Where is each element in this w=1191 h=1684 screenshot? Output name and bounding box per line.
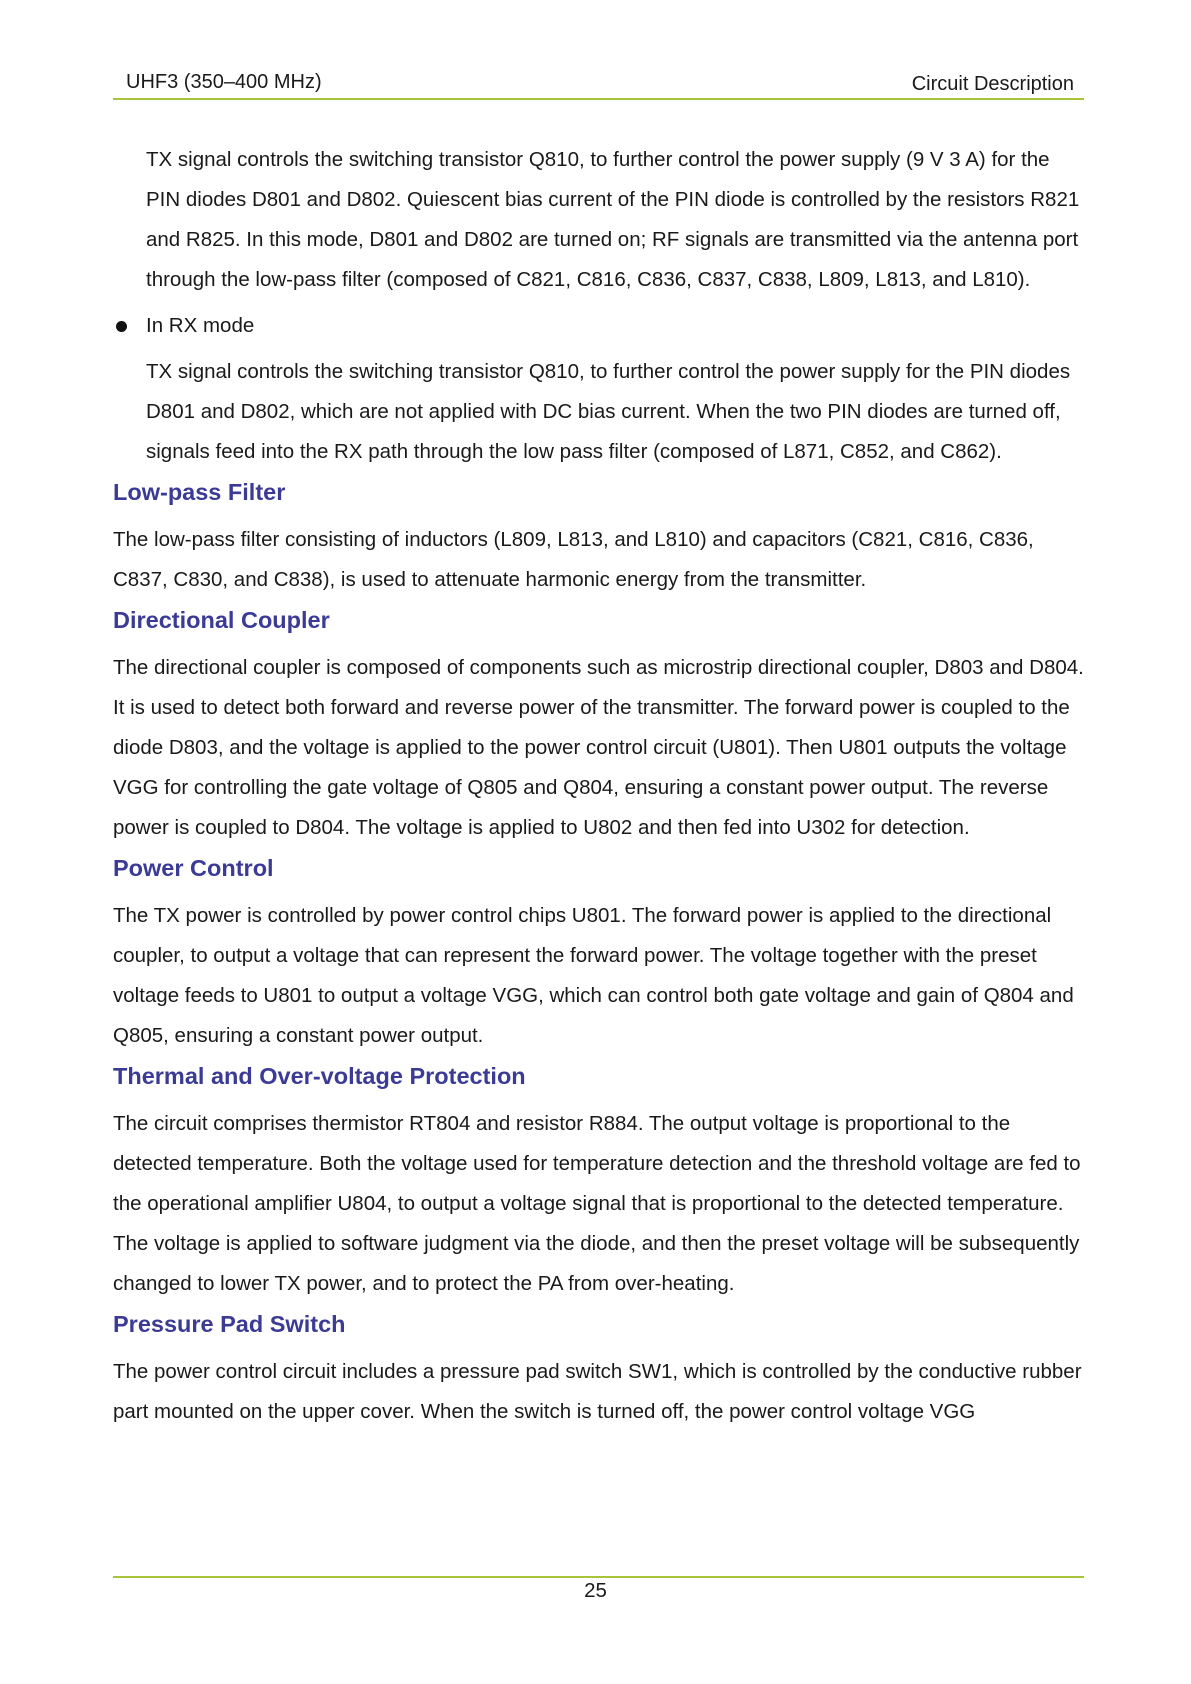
page-number: 25: [584, 1579, 607, 1602]
rx-mode-paragraph: TX signal controls the switching transistor Q810, to further control the power supply for the PIN diodes D801 and D802, which are not applied with DC bias current. When the two PIN diodes are turned off, signals feed into the RX path through the low pass filter (composed of L871, C852, and C862).: [146, 360, 1071, 463]
page-body: [113, 140, 1084, 1432]
page-header: [113, 68, 1084, 100]
lowpass-filter-heading: Low-pass Filter: [113, 479, 286, 505]
rx-mode-bullet: [113, 306, 1084, 346]
directional-coupler-heading: Directional Coupler: [113, 607, 330, 633]
pressure-pad-switch-paragraph: The power control circuit includes a pressure pad switch SW1, which is controlled by the conductive rubber part mounted on the upper cover. When the switch is turned off, the power control voltage VGG: [113, 1360, 1082, 1423]
rx-mode-bullet-label: In RX mode: [146, 314, 255, 337]
tx-mode-paragraph: TX signal controls the switching transistor Q810, to further control the power supply (9 V 3 A) for the PIN diodes D801 and D802. Quiescent bias current of the PIN diode is controlled by the resistors R821 and R825. In this mode, D801 and D802 are turned on; RF signals are transmitted via the antenna port through the low-pass filter (composed of C821, C816, C836, C837, C838, L809, L813, and L810).: [146, 148, 1080, 291]
directional-coupler-paragraph: The directional coupler is composed of components such as microstrip directional coupler, D803 and D804. It is used to detect both forward and reverse power of the transmitter. The forward power is coupled to the diode D803, and the voltage is applied to the power control circuit (U801). Then U801 outputs the voltage VGG for controlling the gate voltage of Q805 and Q804, ensuring a constant power output. The reverse power is coupled to D804. The voltage is applied to U802 and then fed into U302 for detection.: [113, 656, 1084, 839]
footer-divider: [113, 1576, 1084, 1578]
header-section-title: Circuit Description: [911, 73, 1074, 95]
power-control-paragraph: The TX power is controlled by power control chips U801. The forward power is applied to the directional coupler, to output a voltage that can represent the forward power. The voltage together with the preset voltage feeds to U801 to output a voltage VGG, which can control both gate voltage and gain of Q804 and Q805, ensuring a constant power output.: [113, 904, 1074, 1047]
header-model-title: UHF3 (350–400 MHz): [126, 71, 322, 93]
thermal-protection-paragraph: The circuit comprises thermistor RT804 and resistor R884. The output voltage is proportional to the detected temperature. Both the voltage used for temperature detection and the threshold voltage are fed to the operational amplifier U804, to output a voltage signal that is proportional to the detected temperature. The voltage is applied to software judgment via the diode, and then the preset voltage will be subsequently changed to lower TX power, and to protect the PA from over-heating.: [113, 1112, 1081, 1295]
lowpass-filter-paragraph: The low-pass filter consisting of inductors (L809, L813, and L810) and capacitors (C821, C816, C836, C837, C830, and C838), is used to attenuate harmonic energy from the transmitter.: [113, 528, 1034, 591]
bullet-dot-icon: [116, 321, 127, 332]
thermal-protection-heading: Thermal and Over-voltage Protection: [113, 1063, 526, 1089]
power-control-heading: Power Control: [113, 855, 274, 881]
pressure-pad-switch-heading: Pressure Pad Switch: [113, 1311, 346, 1337]
